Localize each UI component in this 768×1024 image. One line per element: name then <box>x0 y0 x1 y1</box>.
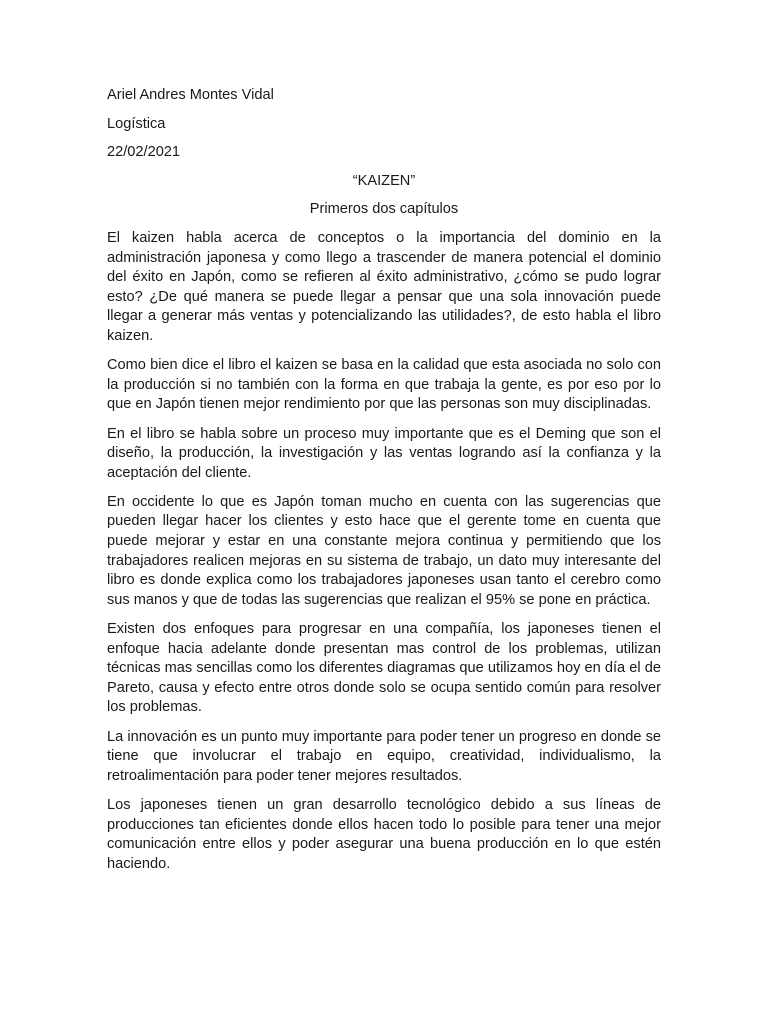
body-paragraph-5: Existen dos enfoques para progresar en una compañía, los japoneses tienen el enfoque hacia adelante donde presentan mas control de los problemas, utilizan técnicas mas sencillas como los diferentes diagramas que utilizamos hoy en día el de Pareto, causa y efecto entre otros donde solo se ocupa sentido común para resolver los problemas. <box>107 621 661 716</box>
document-subtitle: Primeros dos capítulos <box>309 201 459 218</box>
date-line: 22/02/2021 <box>107 144 181 161</box>
document-title: “KAIZEN” <box>352 172 416 189</box>
body-paragraph-1: El kaizen habla acerca de conceptos o la importancia del dominio en la administración japonesa y como llego a trascender de manera potencial el dominio del éxito en Japón, como se refieren al éxito administrativo, ¿cómo se pudo lograr esto? ¿De qué manera se puede llegar a pensar que una sola innovación puede llegar a generar más ventas y potencializando las utilidades?, de esto habla el libro kaizen. <box>107 229 661 344</box>
subject-line: Logística <box>107 115 166 132</box>
body-paragraph-4: En occidente lo que es Japón toman mucho en cuenta con las sugerencias que pueden llegar hacer los clientes y esto hace que el gerente tome en cuenta que puede mejorar y estar en una constante mejora continua y permitiendo que los trabajadores realicen mejoras en su sistema de trabajo, un dato muy interesante del libro es donde explica como los trabajadores japoneses usan tanto el cerebro como sus manos y que de todas las sugerencias que realizan el 95% se pone en práctica. <box>107 493 661 608</box>
document-page <box>107 86 661 884</box>
body-paragraph-3: En el libro se habla sobre un proceso muy importante que es el Deming que son el diseño, la producción, la investigación y las ventas logrando así la confianza y la aceptación del cliente. <box>107 425 661 481</box>
body-paragraph-2: Como bien dice el libro el kaizen se basa en la calidad que esta asociada no solo con la producción si no también con la forma en que trabaja la gente, es por eso por lo que en Japón tienen mejor rendimiento por que las personas son muy disciplinadas. <box>107 357 661 413</box>
author-name: Ariel Andres Montes Vidal <box>107 87 274 103</box>
body-paragraph-7: Los japoneses tienen un gran desarrollo tecnológico debido a sus líneas de producciones tan eficientes donde ellos hacen todo lo posible para tener una mejor comunicación entre ellos y poder asegurar una buena producción en lo que estén haciendo. <box>107 796 661 872</box>
body-paragraph-6: La innovación es un punto muy importante para poder tener un progreso en donde se tiene que involucrar el trabajo en equipo, creatividad, individualismo, la retroalimentación para poder tener mejores resultados. <box>107 728 661 784</box>
